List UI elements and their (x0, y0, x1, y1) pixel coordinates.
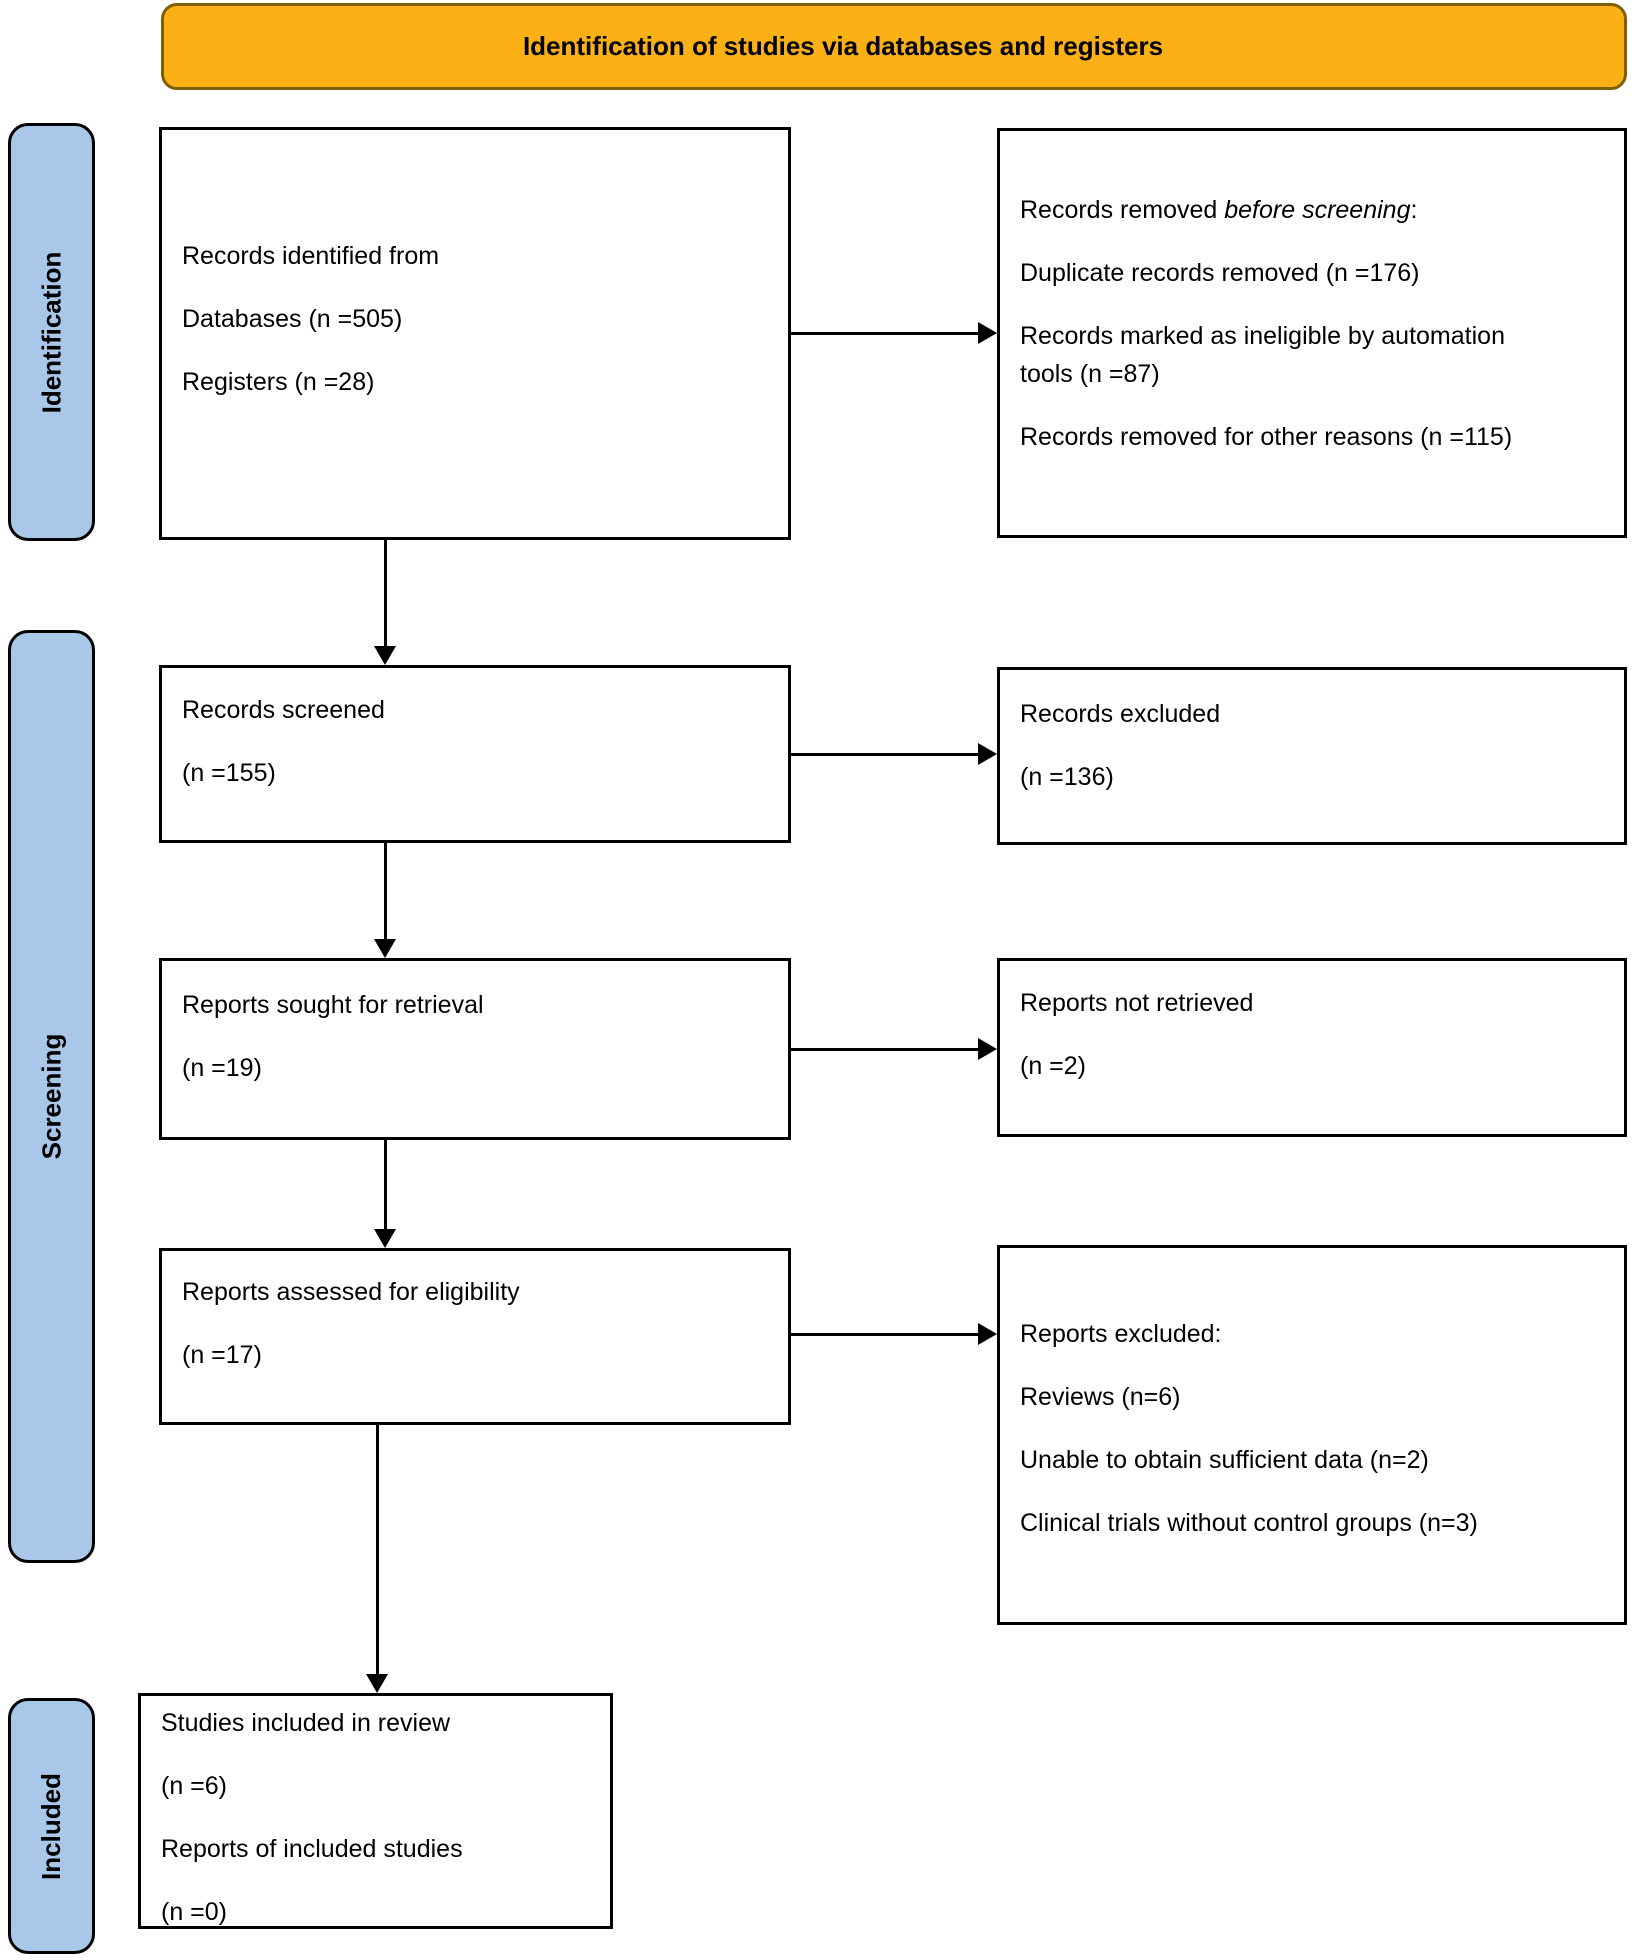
stage-label-identification-text: Identification (36, 251, 66, 413)
records-screened-line: Records screened (182, 695, 385, 724)
stage-label-included (8, 1698, 95, 1954)
arrow-sought-to-assessed-line (384, 1140, 387, 1230)
studies-included-line: Studies included in review (161, 1708, 451, 1737)
reports-assessed-count: (n =17) (182, 1341, 262, 1369)
records-identified-registers-count: Registers (n =28) (182, 367, 375, 396)
records-removed-heading-italic: before screening (1224, 195, 1411, 224)
records-removed-heading (1020, 191, 1609, 229)
box-reports-sought (159, 958, 791, 1140)
studies-included-count: (n =6) (161, 1771, 228, 1800)
stage-label-included-text: Included (36, 1772, 66, 1880)
reports-excluded-heading: Reports excluded: (1020, 1319, 1222, 1348)
arrow-screened-to-sought-head (374, 939, 396, 958)
records-excluded-line: Records excluded (1020, 699, 1221, 728)
stage-label-identification (8, 123, 95, 541)
reports-not-retrieved-line: Reports not retrieved (1020, 989, 1254, 1017)
diagram-title: Identification of studies via databases and registers (522, 31, 1164, 61)
box-reports-excluded (997, 1245, 1627, 1625)
banner-identification-via-databases (161, 3, 1627, 90)
arrow-assessed-to-excluded-line (791, 1333, 979, 1336)
box-records-removed-before-screening (997, 128, 1627, 538)
reports-assessed-line: Reports assessed for eligibility (182, 1278, 520, 1306)
records-ineligible-automation-count (1020, 317, 1609, 393)
records-removed-heading-post: : (1410, 195, 1418, 224)
records-ineligible-automation-line2: tools (n =87) (1020, 359, 1160, 388)
reports-excluded-reviews-count: Reviews (n=6) (1020, 1382, 1181, 1411)
records-ineligible-automation-line1: Records marked as ineligible by automation (1020, 321, 1505, 350)
records-identified-line: Records identified from (182, 241, 440, 270)
records-identified-databases-count: Databases (n =505) (182, 304, 403, 333)
box-records-screened (159, 665, 791, 843)
records-screened-count: (n =155) (182, 758, 276, 787)
arrow-sought-to-not-retrieved-line (791, 1048, 979, 1051)
box-reports-assessed (159, 1248, 791, 1425)
reports-not-retrieved-count: (n =2) (1020, 1052, 1087, 1080)
reports-sought-count: (n =19) (182, 1053, 262, 1082)
stage-label-screening-text: Screening (36, 1033, 66, 1160)
arrow-identified-to-screened-head (374, 646, 396, 665)
stage-label-screening (8, 630, 95, 1563)
box-records-excluded (997, 667, 1627, 845)
records-removed-other-reasons-count: Records removed for other reasons (n =115) (1020, 422, 1513, 451)
box-reports-not-retrieved (997, 958, 1627, 1137)
arrow-sought-to-assessed-head (374, 1229, 396, 1248)
records-excluded-count: (n =136) (1020, 762, 1114, 791)
arrow-screened-to-sought-line (384, 843, 387, 940)
arrow-assessed-to-included-line (376, 1425, 379, 1675)
reports-sought-line: Reports sought for retrieval (182, 990, 484, 1019)
reports-excluded-insufficient-data-count: Unable to obtain sufficient data (n=2) (1020, 1445, 1429, 1474)
reports-excluded-no-control-groups-count: Clinical trials without control groups (n=3) (1020, 1508, 1478, 1537)
arrow-identified-to-removed-head (978, 322, 997, 344)
arrow-assessed-to-included-head (366, 1674, 388, 1693)
arrow-assessed-to-excluded-head (978, 1323, 997, 1345)
arrow-sought-to-not-retrieved-head (978, 1038, 997, 1060)
box-studies-included (138, 1693, 613, 1929)
arrow-screened-to-excluded-line (791, 753, 979, 756)
arrow-screened-to-excluded-head (978, 743, 997, 765)
records-removed-heading-pre: Records removed (1020, 195, 1225, 224)
reports-of-included-studies-count: (n =0) (161, 1897, 228, 1926)
box-records-identified (159, 127, 791, 540)
arrow-identified-to-removed-line (791, 332, 979, 335)
duplicate-records-removed-count: Duplicate records removed (n =176) (1020, 258, 1420, 287)
arrow-identified-to-screened-line (384, 540, 387, 647)
reports-of-included-studies-line: Reports of included studies (161, 1834, 463, 1863)
